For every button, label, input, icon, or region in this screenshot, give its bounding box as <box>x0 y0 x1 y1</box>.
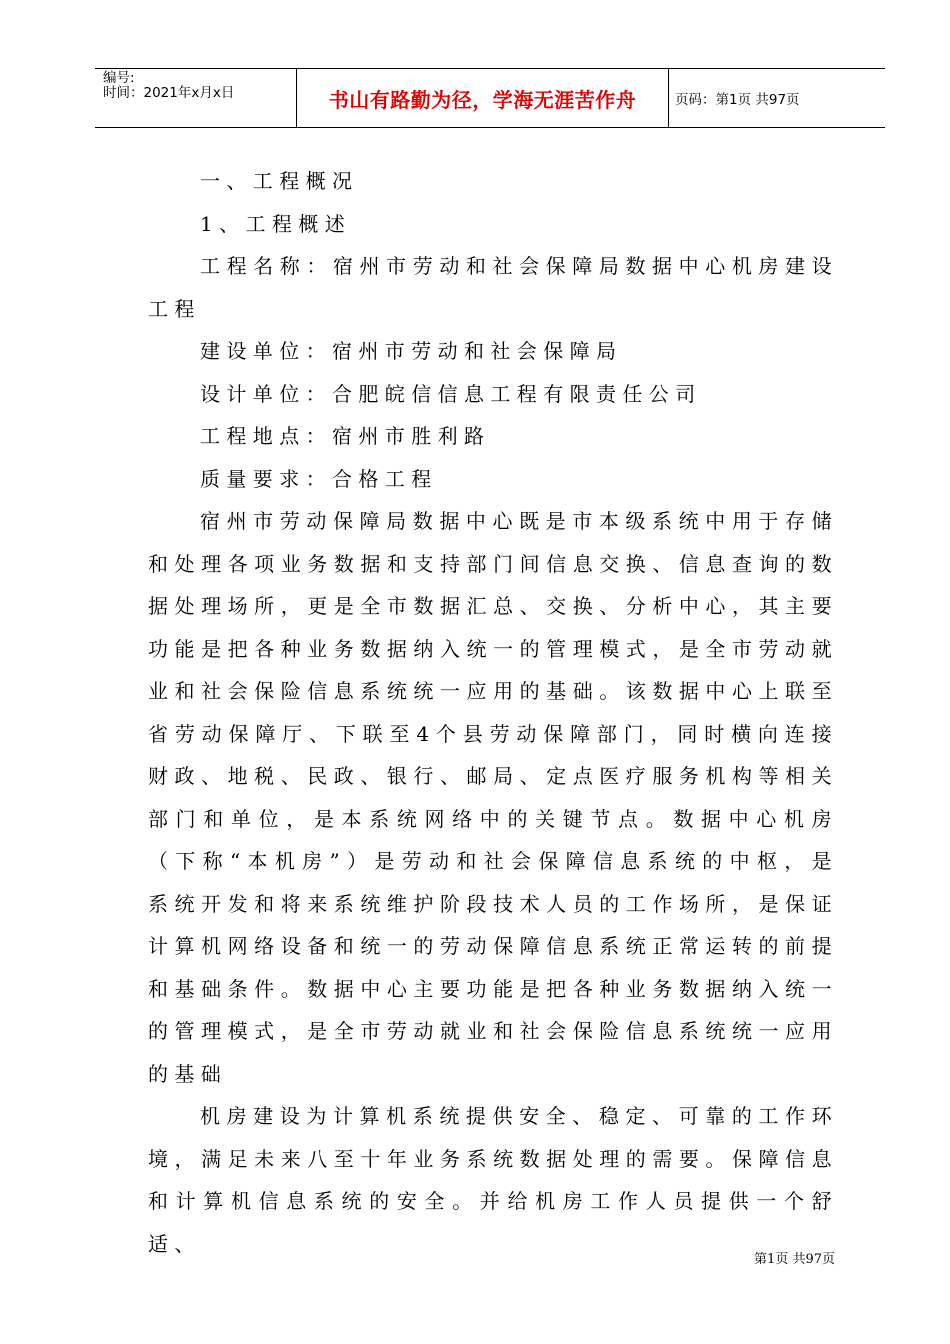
project-location: 工程地点：宿州市胜利路 <box>200 424 491 448</box>
body-paragraph: 宿州市劳动保障局数据中心既是市本级系统中用于存储和处理各项业务数据和支持部门间信息交换、信息查询的数据处理场所，更是全市数据汇总、交换、分析中心，其主要功能是把各种业务数据纳入统一的管理模式，是全市劳动就业和社会保险信息系统统一应用的基础。该数据中心上联至省劳动保障厅、下联至4个县劳动保障部门，同时横向连接财政、地税、民政、银行、邮局、定点医疗服务机构等相关部门和单位，是本系统网络中的关键节点。数据中心机房（下称“本机房”）是劳动和社会保障信息系统的中枢，是系统开发和将来系统维护阶段技术人员的工作场所，是保证计算机网络设备和统一的劳动保障信息系统正常运转的前提和基础条件。数据中心主要功能是把各种业务数据纳入统一的管理模式，是全市劳动就业和社会保险信息系统统一应用的基础 <box>148 509 838 1086</box>
document-number-label: 编号: <box>103 70 135 86</box>
document-body <box>148 160 838 1265</box>
body-paragraph: 机房建设为计算机系统提供安全、稳定、可靠的工作环境，满足未来八至十年业务系统数据处理的需要。保障信息和计算机信息系统的安全。并给机房工作人员提供一个舒适、 <box>148 1104 838 1256</box>
document-time-label: 时间：2021年x月x日 <box>103 85 235 101</box>
project-name: 工程名称：宿州市劳动和社会保障局数据中心机房建设工程 <box>148 254 838 321</box>
header-motto: 书山有路勤为径，学海无涯苦作舟 <box>297 69 669 127</box>
header-page-number: 页码：第1页 共97页 <box>675 92 800 108</box>
page-footer: 第1页 共97页 <box>754 1252 835 1267</box>
subsection-heading: 1、工程概述 <box>200 211 352 236</box>
construction-unit: 建设单位：宿州市劳动和社会保障局 <box>200 339 623 363</box>
design-unit: 设计单位：合肥皖信信息工程有限责任公司 <box>200 381 702 406</box>
header-meta <box>95 69 297 127</box>
page-header <box>95 68 885 128</box>
section-heading: 一、工程概况 <box>200 169 359 193</box>
quality-requirement: 质量要求：合格工程 <box>200 466 438 491</box>
